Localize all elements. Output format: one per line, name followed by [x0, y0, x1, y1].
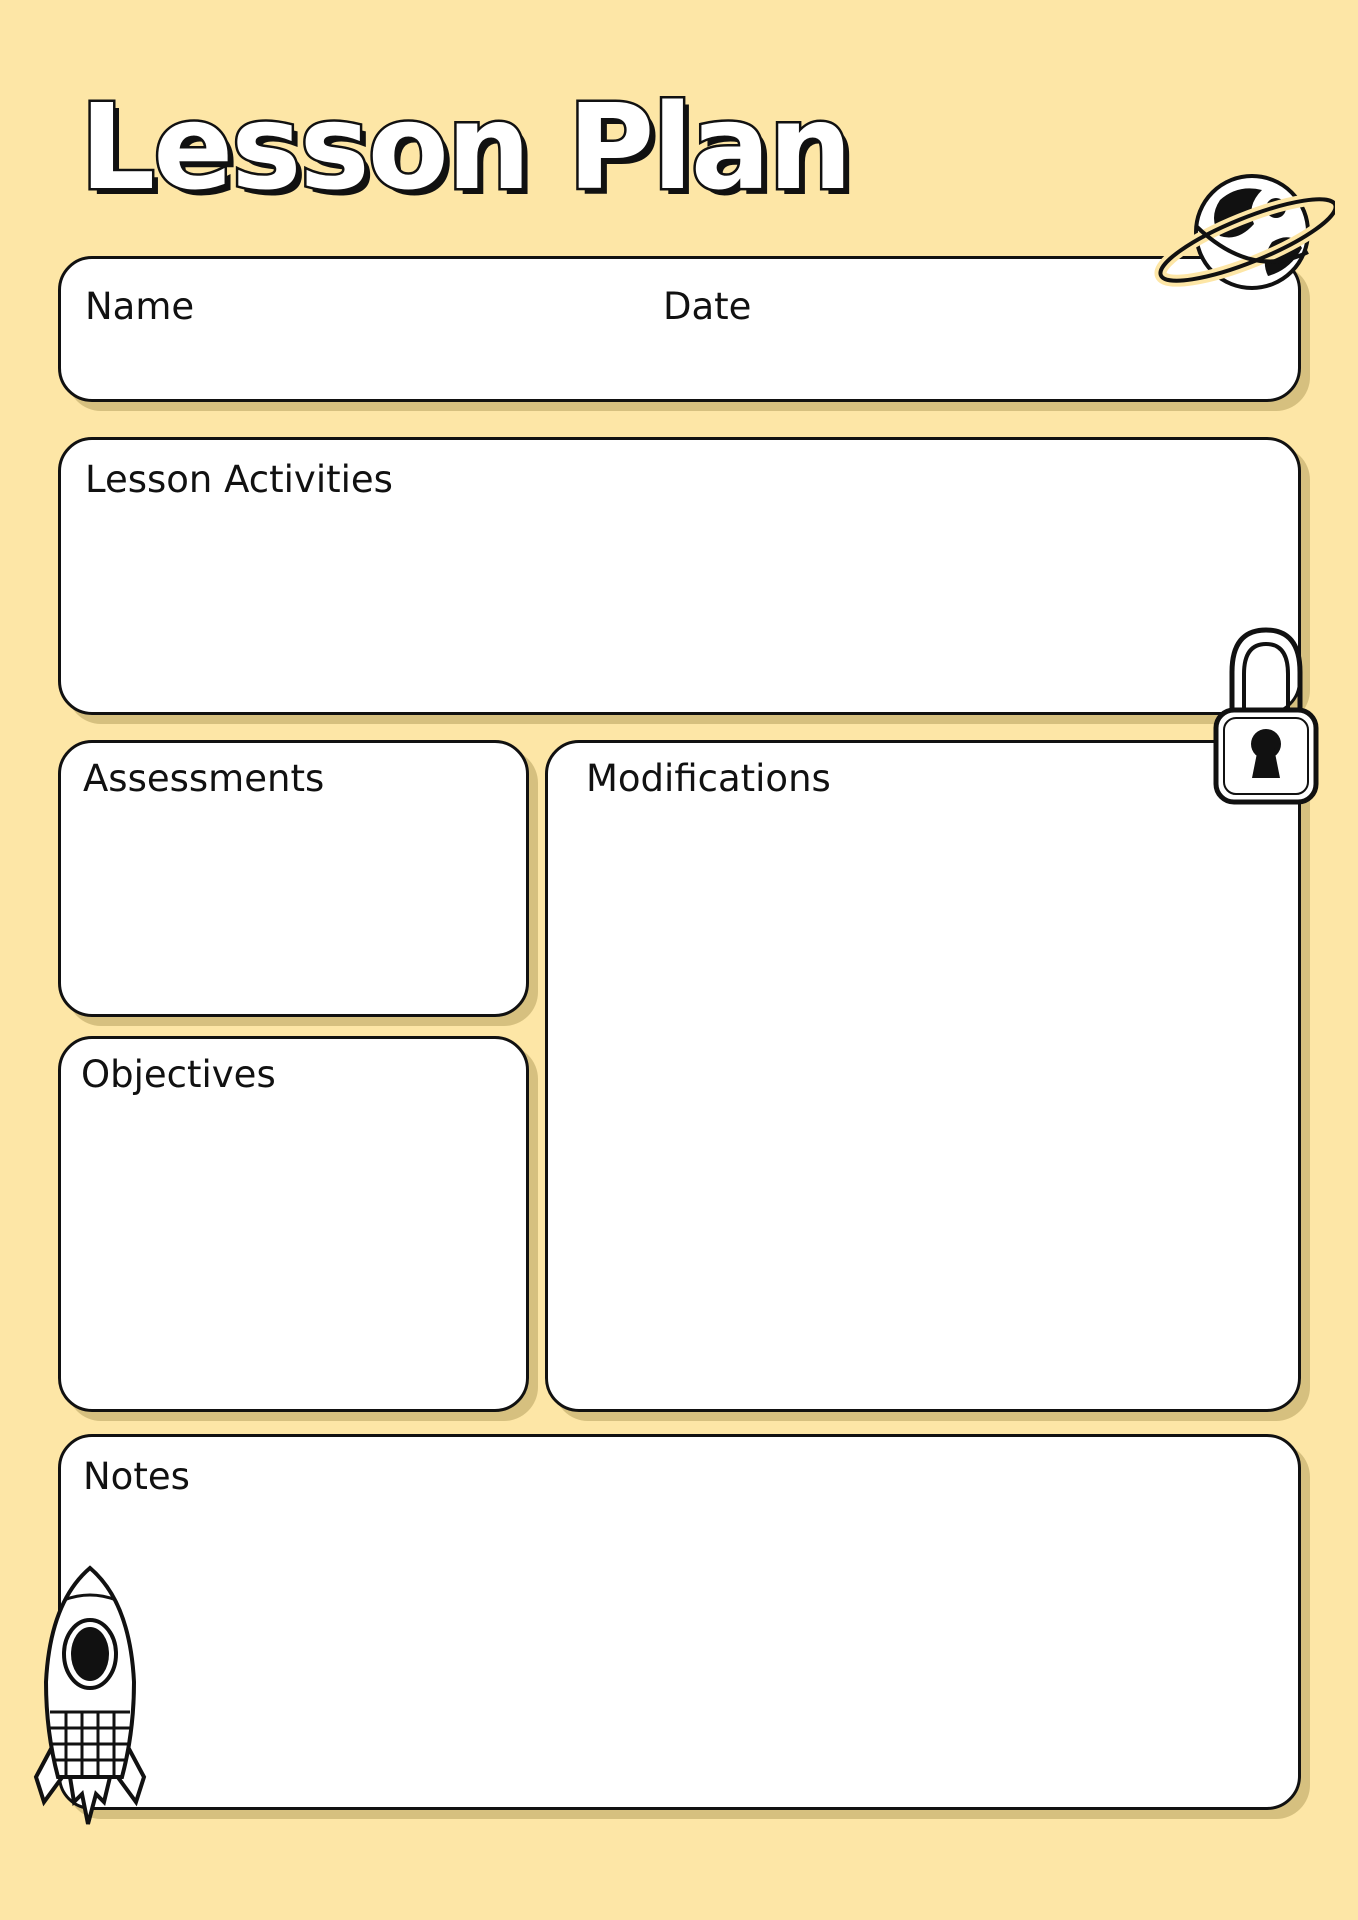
notes-box[interactable] [58, 1434, 1301, 1810]
planet-icon [1150, 170, 1335, 295]
modifications-box[interactable] [545, 740, 1301, 1412]
date-label: Date [663, 285, 752, 328]
objectives-box[interactable] [58, 1036, 529, 1412]
name-label: Name [85, 285, 195, 328]
name-date-box[interactable] [58, 256, 1301, 402]
lesson-activities-box[interactable] [58, 437, 1301, 715]
page-title: Lesson Plan [80, 78, 851, 216]
rocket-icon [30, 1562, 150, 1847]
assessments-box[interactable] [58, 740, 529, 1017]
notes-label: Notes [83, 1455, 190, 1498]
assessments-label: Assessments [83, 757, 325, 800]
modifications-label: Modifications [586, 757, 831, 800]
lesson-activities-label: Lesson Activities [85, 458, 393, 501]
padlock-icon [1210, 622, 1320, 812]
objectives-label: Objectives [81, 1053, 276, 1096]
